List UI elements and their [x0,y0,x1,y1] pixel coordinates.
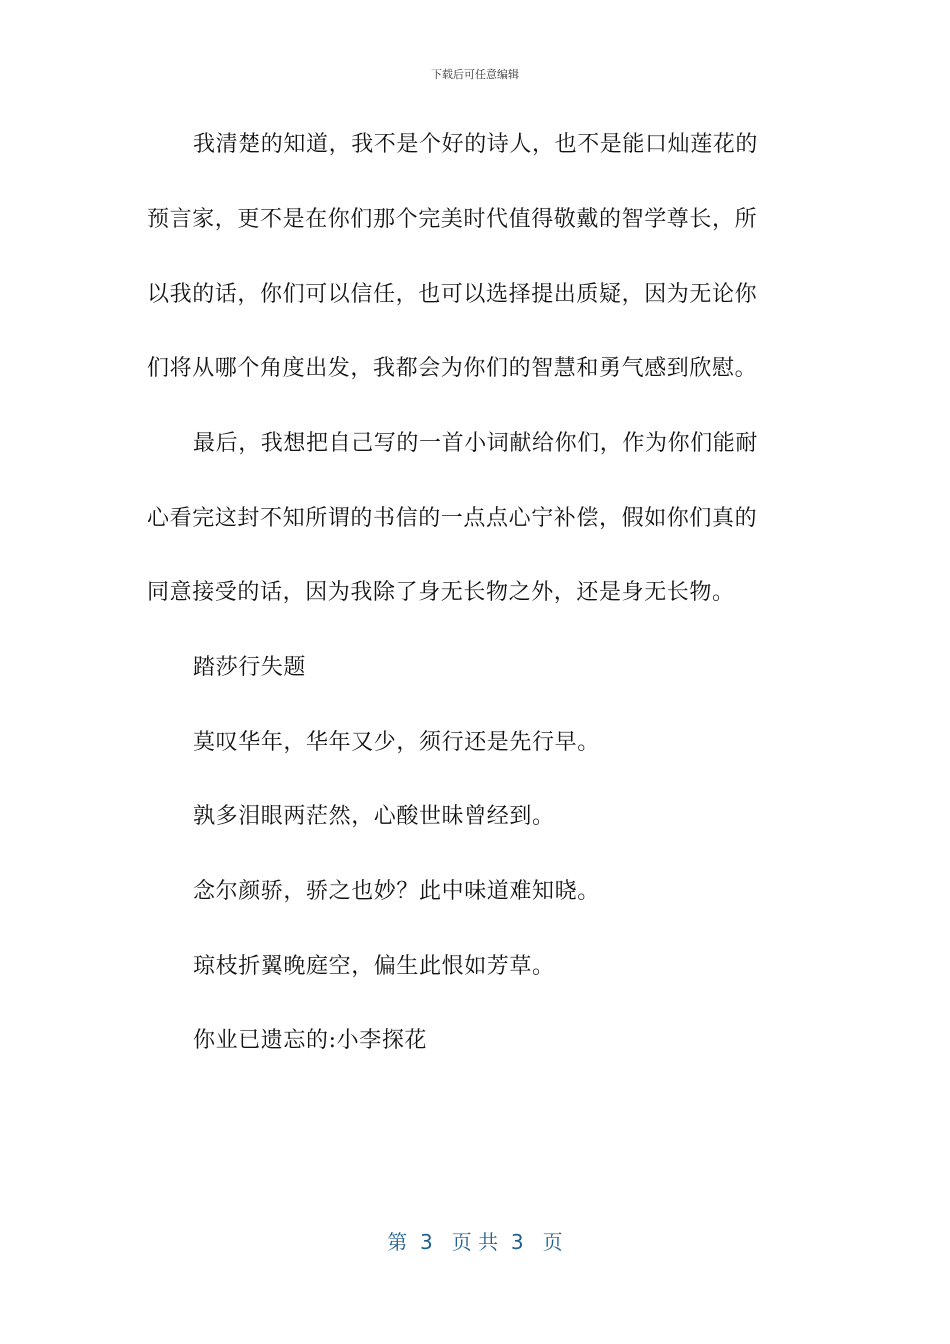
paragraph-2-line-2: 心看完这封不知所谓的书信的一点点心宁补偿，假如你们真的 [147,506,758,531]
poem-line-2: 孰多泪眼两茫然，心酸世昧曾经到。 [193,804,555,829]
poem-signature: 你业已遗忘的:小李探花 [193,1028,428,1053]
paragraph-1-line-1: 我清楚的知道，我不是个好的诗人，也不是能口灿莲花的 [193,132,759,157]
poem-title: 踏莎行失题 [193,655,307,680]
paragraph-1-line-3: 以我的话，你们可以信任，也可以选择提出质疑，因为无论你 [147,282,758,307]
page-footer: 第 3 页 共 3 页 [387,1230,563,1254]
poem-line-1: 莫叹华年，华年又少，须行还是先行早。 [193,730,600,755]
paragraph-1-line-4: 们将从哪个角度出发，我都会为你们的智慧和勇气感到欣慰。 [147,356,758,381]
poem-line-3: 念尔颜骄，骄之也妙？此中味道难知晓。 [193,879,600,904]
poem-line-4: 琼枝折翼晚庭空，偏生此恨如芳草。 [193,954,555,979]
page-header: 下载后可任意编辑 [431,68,519,81]
paragraph-1-line-2: 预言家，更不是在你们那个完美时代值得敬戴的智学尊长，所 [147,207,758,232]
paragraph-2-line-1: 最后，我想把自己写的一首小词献给你们，作为你们能耐 [193,431,759,456]
paragraph-2-line-3: 同意接受的话，因为我除了身无长物之外，还是身无长物。 [147,580,735,605]
